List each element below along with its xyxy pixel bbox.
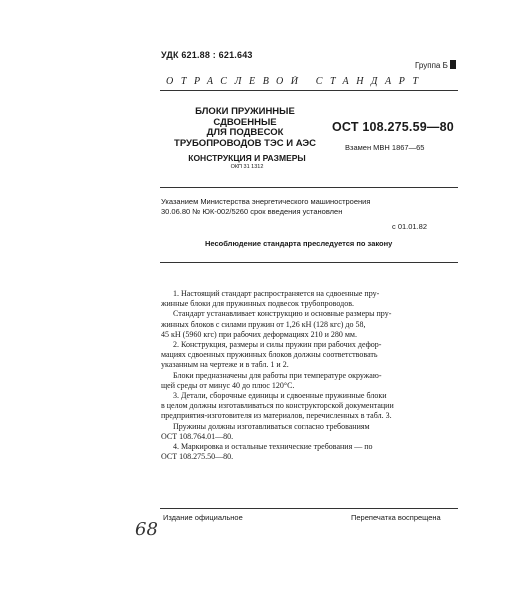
body-line: 2. Конструкция, размеры и силы пружин при рабочих дефор-	[173, 340, 382, 350]
body-paragraph	[161, 391, 458, 422]
body-paragraph	[161, 289, 458, 309]
body-line: жинные блоки для пружинных подвесок трубопроводов.	[161, 299, 354, 309]
body-paragraph	[161, 309, 458, 340]
decree-line: Указанием Министерства энергетического машиностроения	[161, 197, 371, 206]
lower-divider	[160, 262, 458, 263]
industry-standard-banner: ОТРАСЛЕВОЙ СТАНДАРТ	[166, 76, 426, 87]
handwritten-page-number: 68	[135, 519, 158, 540]
okp-code: ОКП 31 1312	[230, 164, 264, 170]
title-line: БЛОКИ ПРУЖИННЫЕ	[195, 106, 295, 117]
standard-number: ОСТ 108.275.59—80	[332, 120, 454, 134]
effective-date: с 01.01.82	[392, 222, 428, 231]
body-line: жинных блоков с силами пружин от 1,26 кН (128 кгс) до 58,	[161, 319, 366, 329]
body-line: ОСТ 108.764.01—80.	[161, 431, 234, 441]
document-title	[170, 107, 320, 149]
middle-divider	[160, 187, 458, 188]
decree-text	[161, 197, 370, 216]
body-paragraph	[161, 340, 458, 371]
body-line: указанным на чертеже и в табл. 1 и 2.	[161, 360, 289, 370]
body-line: Пружины должны изготавливаться согласно требованиям	[173, 421, 370, 431]
document-subtitle: КОНСТРУКЦИЯ И РАЗМЕРЫ	[188, 153, 306, 163]
group-marker	[450, 60, 456, 69]
body-line: в целом должны изготавливаться по конструкторской документации	[161, 401, 394, 411]
body-paragraph	[161, 422, 458, 442]
body-paragraph	[161, 442, 458, 462]
body-line: 45 кН (5960 кгс) при рабочих деформациях 210 и 280 мм.	[161, 329, 357, 339]
group-text: Группа Б	[415, 61, 448, 70]
body-line: предприятия-изготовителя из материалов, перечисленных в табл. 3.	[161, 411, 392, 421]
udk-code: УДК 621.88 : 621.643	[161, 50, 253, 60]
body-paragraph	[161, 371, 458, 391]
body-text	[161, 289, 458, 462]
title-line: ТРУБОПРОВОДОВ ТЭС И АЭС	[174, 137, 316, 149]
title-line: СДВОЕННЫЕ	[213, 116, 277, 128]
body-line: Стандарт устанавливает конструкцию и основные размеры пру-	[173, 309, 392, 319]
body-line: Блоки предназначены для работы при температуре окружаю-	[173, 370, 382, 380]
footer-reprint-prohibited: Перепечатка воспрещена	[351, 513, 441, 522]
decree-line: 30.06.80 № ЮК-002/5260 срок введения установлен	[161, 206, 343, 216]
footer-official-edition: Издание официальное	[163, 513, 243, 522]
group-label	[415, 60, 456, 70]
title-line: ДЛЯ ПОДВЕСОК	[206, 127, 284, 138]
body-line: мациях сдвоенных пружинных блоков должны соответствовать	[161, 350, 378, 360]
top-divider	[160, 90, 458, 91]
body-line: 4. Маркировка и остальные технические требования — по	[173, 442, 373, 452]
body-line: 3. Детали, сборочные единицы и сдвоенные пружинные блоки	[173, 391, 387, 401]
body-line: 1. Настоящий стандарт распространяется на сдвоенные пру-	[173, 289, 380, 298]
violation-notice: Несоблюдение стандарта преследуется по закону	[205, 239, 393, 248]
body-line: ОСТ 108.275.50—80.	[161, 452, 234, 462]
footer-divider	[160, 508, 458, 509]
body-line: щей среды от минус 40 до плюс 120°С.	[161, 380, 295, 390]
replaces-standard: Взамен МВН 1867—65	[345, 143, 425, 152]
